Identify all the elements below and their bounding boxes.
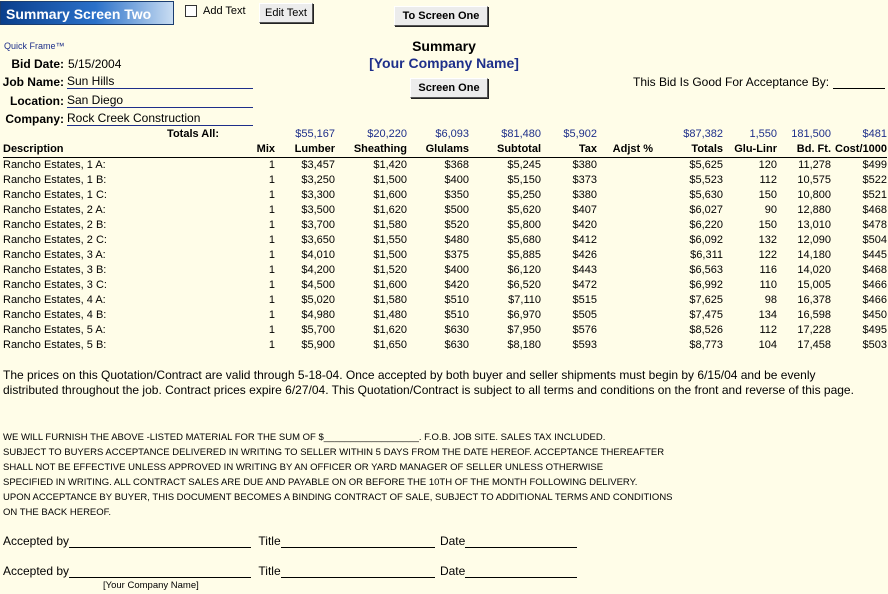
row-totals: $6,027 xyxy=(689,204,723,216)
row-mix: 1 xyxy=(268,309,275,321)
job-name-field[interactable]: Sun Hills xyxy=(67,74,253,89)
company-name-placeholder: [Your Company Name] xyxy=(369,55,519,71)
legal-line: SPECIFIED IN WRITING. ALL CONTRACT SALES ARE DUE AND PAYABLE ON OR BEFORE THE 10TH OF THE MONTH FOLLOWING DELIVERY. xyxy=(3,477,638,488)
table-row[interactable] xyxy=(3,173,887,188)
total-cost: $481 xyxy=(862,128,887,140)
row-glulinr: 90 xyxy=(764,204,777,216)
row-cost: $450 xyxy=(862,309,887,321)
col-glulams: Glulams xyxy=(407,142,469,158)
row-totals: $6,311 xyxy=(690,249,723,261)
date-label: Date xyxy=(439,534,466,548)
col-tax: Tax xyxy=(541,142,597,158)
row-glulinr: 150 xyxy=(758,219,777,231)
row-adjst xyxy=(597,323,653,338)
row-glulinr: 120 xyxy=(758,159,777,171)
row-lumber: $3,650 xyxy=(301,234,335,246)
row-lumber: $5,700 xyxy=(301,324,335,336)
col-sheathing: Sheathing xyxy=(335,142,407,158)
row-subtotal: $5,885 xyxy=(507,249,541,261)
row-description: Rancho Estates, 2 A: xyxy=(3,204,106,216)
title-field[interactable] xyxy=(281,547,435,548)
row-tax: $443 xyxy=(572,264,597,276)
row-sheathing: $1,600 xyxy=(373,279,407,291)
totals-row xyxy=(3,127,887,142)
row-description: Rancho Estates, 1 A: xyxy=(3,159,106,171)
legal-text xyxy=(3,430,673,520)
row-cost: $445 xyxy=(862,249,887,261)
row-sheathing: $1,500 xyxy=(373,249,407,261)
row-glulinr: 134 xyxy=(758,309,777,321)
row-glulinr: 122 xyxy=(758,249,777,261)
row-mix: 1 xyxy=(268,234,275,246)
row-lumber: $3,300 xyxy=(301,189,335,201)
row-sheathing: $1,420 xyxy=(373,159,407,171)
table-row[interactable] xyxy=(3,278,887,293)
summary-title: Summary xyxy=(412,38,476,54)
row-description: Rancho Estates, 1 B: xyxy=(3,174,107,186)
row-bdft: 12,880 xyxy=(797,204,831,216)
row-description: Rancho Estates, 1 C: xyxy=(3,189,107,201)
row-glulinr: 150 xyxy=(758,189,777,201)
add-text-checkbox[interactable] xyxy=(185,5,197,17)
legal-line: WE WILL FURNISH THE ABOVE -LISTED MATERIAL FOR THE SUM OF $__________________. F.O.B. JOB SITE. SALES TAX INCLUDED. xyxy=(3,432,606,443)
col-bdft: Bd. Ft. xyxy=(777,142,831,158)
to-screen-one-button[interactable]: To Screen One xyxy=(394,6,488,26)
total-totals: $87,382 xyxy=(683,128,723,140)
row-description: Rancho Estates, 4 B: xyxy=(3,309,107,321)
row-description: Rancho Estates, 5 B: xyxy=(3,339,107,351)
row-totals: $6,563 xyxy=(689,264,723,276)
total-sheathing: $20,220 xyxy=(367,128,407,140)
row-cost: $503 xyxy=(862,339,887,351)
row-lumber: $3,700 xyxy=(301,219,335,231)
col-mix: Mix xyxy=(223,142,275,158)
row-description: Rancho Estates, 2 C: xyxy=(3,234,107,246)
date-label: Date xyxy=(439,564,466,578)
table-row[interactable] xyxy=(3,323,887,338)
row-cost: $499 xyxy=(862,159,887,171)
row-sheathing: $1,520 xyxy=(373,264,407,276)
row-glulinr: 112 xyxy=(759,324,777,336)
total-bdft: 181,500 xyxy=(791,128,831,140)
row-glulams: $350 xyxy=(444,189,469,201)
row-mix: 1 xyxy=(268,189,275,201)
row-cost: $468 xyxy=(862,264,887,276)
row-subtotal: $5,245 xyxy=(507,159,541,171)
row-adjst xyxy=(597,233,653,248)
row-subtotal: $6,520 xyxy=(507,279,541,291)
row-adjst xyxy=(597,173,653,188)
window-title: Summary Screen Two xyxy=(0,1,174,25)
row-cost: $521 xyxy=(862,189,887,201)
row-mix: 1 xyxy=(268,219,275,231)
title-label: Title xyxy=(258,564,281,578)
row-tax: $472 xyxy=(572,279,597,291)
total-lumber: $55,167 xyxy=(295,128,335,140)
row-tax: $505 xyxy=(572,309,597,321)
row-cost: $522 xyxy=(862,174,887,186)
company-label: Company: xyxy=(5,112,64,126)
totals-label: Totals All: xyxy=(167,128,219,140)
row-adjst xyxy=(597,278,653,293)
row-lumber: $5,900 xyxy=(301,339,335,351)
legal-line: SUBJECT TO BUYERS ACCEPTANCE DELIVERED IN WRITING TO SELLER WITHIN 5 DAYS FROM THE DATE HEREOF. ACCEPTANCE THEREAFTER xyxy=(3,447,665,458)
signature-company-caption: [Your Company Name] xyxy=(103,580,199,591)
row-totals: $6,220 xyxy=(689,219,723,231)
row-cost: $466 xyxy=(862,294,887,306)
row-tax: $412 xyxy=(572,234,597,246)
accepted-by-label: Accepted by xyxy=(3,564,70,578)
terms-paragraph: The prices on this Quotation/Contract are valid through 5-18-04. Once accepted by both buyer and seller shipments must begin by 6/15/04 and be evenly distributed throughout the job. Contract prices expire 6/27/04. This Quotation/Contract is subject to all terms and conditions on the front and reverse of this page. xyxy=(3,368,854,397)
row-adjst xyxy=(597,263,653,278)
col-description: Description xyxy=(3,142,223,158)
row-description: Rancho Estates, 3 A: xyxy=(3,249,106,261)
row-subtotal: $5,620 xyxy=(507,204,541,216)
row-lumber: $4,980 xyxy=(301,309,335,321)
summary-table xyxy=(3,127,887,353)
row-bdft: 14,020 xyxy=(797,264,831,276)
row-mix: 1 xyxy=(268,174,275,186)
row-subtotal: $6,970 xyxy=(507,309,541,321)
job-name-label: Job Name: xyxy=(2,75,64,89)
row-totals: $6,992 xyxy=(689,279,723,291)
row-subtotal: $7,950 xyxy=(507,324,541,336)
row-glulinr: 112 xyxy=(759,174,777,186)
row-bdft: 10,575 xyxy=(797,174,831,186)
brand-label: Quick Frame™ xyxy=(4,41,65,51)
row-glulams: $375 xyxy=(444,249,469,261)
row-bdft: 16,378 xyxy=(797,294,831,306)
row-adjst xyxy=(597,158,653,174)
row-cost: $504 xyxy=(862,234,887,246)
table-row[interactable] xyxy=(3,308,887,323)
signature-line-1 xyxy=(3,534,577,548)
row-mix: 1 xyxy=(268,249,275,261)
row-glulinr: 132 xyxy=(758,234,777,246)
accepted-by-label: Accepted by xyxy=(3,534,70,548)
bid-good-date-field[interactable] xyxy=(833,88,885,89)
add-text-label: Add Text xyxy=(203,5,246,17)
row-sheathing: $1,620 xyxy=(373,324,407,336)
bid-date-value[interactable]: 5/15/2004 xyxy=(68,57,122,71)
row-lumber: $4,200 xyxy=(301,264,335,276)
total-glulams: $6,093 xyxy=(435,128,469,140)
total-glulinr: 1,550 xyxy=(749,128,777,140)
screen-one-button[interactable]: Screen One xyxy=(410,78,488,98)
row-sheathing: $1,480 xyxy=(373,309,407,321)
table-row[interactable] xyxy=(3,158,887,174)
row-glulams: $520 xyxy=(444,219,469,231)
row-subtotal: $7,110 xyxy=(508,294,541,306)
row-mix: 1 xyxy=(268,159,275,171)
accepted-by-field[interactable] xyxy=(69,577,251,578)
total-subtotal: $81,480 xyxy=(501,128,541,140)
row-tax: $380 xyxy=(572,189,597,201)
row-lumber: $4,500 xyxy=(301,279,335,291)
header-row xyxy=(3,142,887,158)
row-bdft: 11,278 xyxy=(798,159,831,171)
title-field[interactable] xyxy=(281,577,435,578)
date-field[interactable] xyxy=(465,577,577,578)
bid-date-label: Bid Date: xyxy=(11,57,64,71)
row-glulams: $420 xyxy=(444,279,469,291)
row-tax: $515 xyxy=(572,294,597,306)
location-field[interactable]: San Diego xyxy=(67,93,253,108)
row-adjst xyxy=(597,188,653,203)
row-subtotal: $5,800 xyxy=(507,219,541,231)
row-sheathing: $1,620 xyxy=(373,204,407,216)
row-glulams: $510 xyxy=(444,294,469,306)
row-sheathing: $1,500 xyxy=(373,174,407,186)
row-adjst xyxy=(597,308,653,323)
row-subtotal: $8,180 xyxy=(507,339,541,351)
row-glulams: $480 xyxy=(444,234,469,246)
col-adjst: Adjst % xyxy=(597,142,653,158)
table-row[interactable] xyxy=(3,233,887,248)
table-row[interactable] xyxy=(3,293,887,308)
row-bdft: 13,010 xyxy=(797,219,831,231)
row-adjst xyxy=(597,338,653,353)
table-row[interactable] xyxy=(3,188,887,203)
row-totals: $5,625 xyxy=(689,159,723,171)
row-lumber: $5,020 xyxy=(301,294,335,306)
row-bdft: 12,090 xyxy=(797,234,831,246)
total-tax: $5,902 xyxy=(563,128,597,140)
row-description: Rancho Estates, 2 B: xyxy=(3,219,107,231)
col-cost: Cost/1000 xyxy=(831,142,887,158)
row-lumber: $3,457 xyxy=(301,159,335,171)
row-description: Rancho Estates, 5 A: xyxy=(3,324,106,336)
row-adjst xyxy=(597,218,653,233)
row-adjst xyxy=(597,293,653,308)
col-subtotal: Subtotal xyxy=(469,142,541,158)
row-sheathing: $1,650 xyxy=(373,339,407,351)
row-mix: 1 xyxy=(268,264,275,276)
row-totals: $7,475 xyxy=(689,309,723,321)
row-totals: $6,092 xyxy=(689,234,723,246)
row-description: Rancho Estates, 4 A: xyxy=(3,294,106,306)
row-totals: $5,630 xyxy=(689,189,723,201)
row-glulinr: 104 xyxy=(758,339,777,351)
row-adjst xyxy=(597,248,653,263)
row-glulams: $630 xyxy=(444,324,469,336)
table-row[interactable] xyxy=(3,338,887,353)
row-tax: $380 xyxy=(572,159,597,171)
row-subtotal: $6,120 xyxy=(507,264,541,276)
table-row[interactable] xyxy=(3,263,887,278)
row-totals: $8,773 xyxy=(689,339,723,351)
row-tax: $420 xyxy=(572,219,597,231)
row-tax: $407 xyxy=(572,204,597,216)
row-subtotal: $5,150 xyxy=(507,174,541,186)
row-mix: 1 xyxy=(268,279,275,291)
row-description: Rancho Estates, 3 B: xyxy=(3,264,107,276)
row-bdft: 17,228 xyxy=(797,324,831,336)
row-tax: $426 xyxy=(572,249,597,261)
row-mix: 1 xyxy=(268,339,275,351)
signature-line-2 xyxy=(3,564,577,578)
row-lumber: $3,250 xyxy=(301,174,335,186)
row-bdft: 17,458 xyxy=(797,339,831,351)
row-bdft: 16,598 xyxy=(797,309,831,321)
row-glulinr: 110 xyxy=(759,279,777,291)
row-cost: $466 xyxy=(862,279,887,291)
row-glulams: $400 xyxy=(444,264,469,276)
row-lumber: $3,500 xyxy=(301,204,335,216)
row-subtotal: $5,680 xyxy=(507,234,541,246)
row-tax: $593 xyxy=(572,339,597,351)
row-description: Rancho Estates, 3 C: xyxy=(3,279,107,291)
row-glulams: $630 xyxy=(444,339,469,351)
row-mix: 1 xyxy=(268,294,275,306)
col-lumber: Lumber xyxy=(275,142,335,158)
row-sheathing: $1,550 xyxy=(373,234,407,246)
table-row[interactable] xyxy=(3,203,887,218)
row-sheathing: $1,580 xyxy=(373,294,407,306)
table-row[interactable] xyxy=(3,248,887,263)
row-mix: 1 xyxy=(268,204,275,216)
row-bdft: 14,180 xyxy=(797,249,831,261)
row-cost: $468 xyxy=(862,204,887,216)
location-label: Location: xyxy=(10,94,64,108)
accepted-by-field[interactable] xyxy=(69,547,251,548)
row-totals: $7,625 xyxy=(689,294,723,306)
date-field[interactable] xyxy=(465,547,577,548)
row-totals: $5,523 xyxy=(689,174,723,186)
title-label: Title xyxy=(258,534,281,548)
row-glulams: $368 xyxy=(444,159,469,171)
legal-line: UPON ACCEPTANCE BY BUYER, THIS DOCUMENT BECOMES A BINDING CONTRACT OF SALE, SUBJECT TO ADDITIONAL TERMS AND CONDITIONS xyxy=(3,492,673,503)
row-lumber: $4,010 xyxy=(301,249,335,261)
row-tax: $373 xyxy=(572,174,597,186)
row-glulinr: 98 xyxy=(764,294,777,306)
row-sheathing: $1,580 xyxy=(373,219,407,231)
row-bdft: 15,005 xyxy=(797,279,831,291)
row-glulams: $510 xyxy=(444,309,469,321)
row-cost: $478 xyxy=(862,219,887,231)
col-totals: Totals xyxy=(653,142,723,158)
legal-line: ON THE BACK HEREOF. xyxy=(3,507,112,518)
company-field[interactable]: Rock Creek Construction xyxy=(67,111,253,126)
table-row[interactable] xyxy=(3,218,887,233)
edit-text-button[interactable]: Edit Text xyxy=(259,3,313,23)
row-glulinr: 116 xyxy=(759,264,777,276)
row-tax: $576 xyxy=(572,324,597,336)
row-glulams: $400 xyxy=(444,174,469,186)
col-glulinr: Glu-Linr xyxy=(723,142,777,158)
row-subtotal: $5,250 xyxy=(507,189,541,201)
row-bdft: 10,800 xyxy=(797,189,831,201)
row-totals: $8,526 xyxy=(689,324,723,336)
row-glulams: $500 xyxy=(444,204,469,216)
row-mix: 1 xyxy=(268,324,275,336)
row-cost: $495 xyxy=(862,324,887,336)
legal-line: SHALL NOT BE EFFECTIVE UNLESS APPROVED IN WRITING BY AN OFFICER OR YARD MANAGER OF SELLER UNLESS OTHERWISE xyxy=(3,462,604,473)
row-adjst xyxy=(597,203,653,218)
row-sheathing: $1,600 xyxy=(373,189,407,201)
bid-good-label: This Bid Is Good For Acceptance By: xyxy=(633,75,830,89)
